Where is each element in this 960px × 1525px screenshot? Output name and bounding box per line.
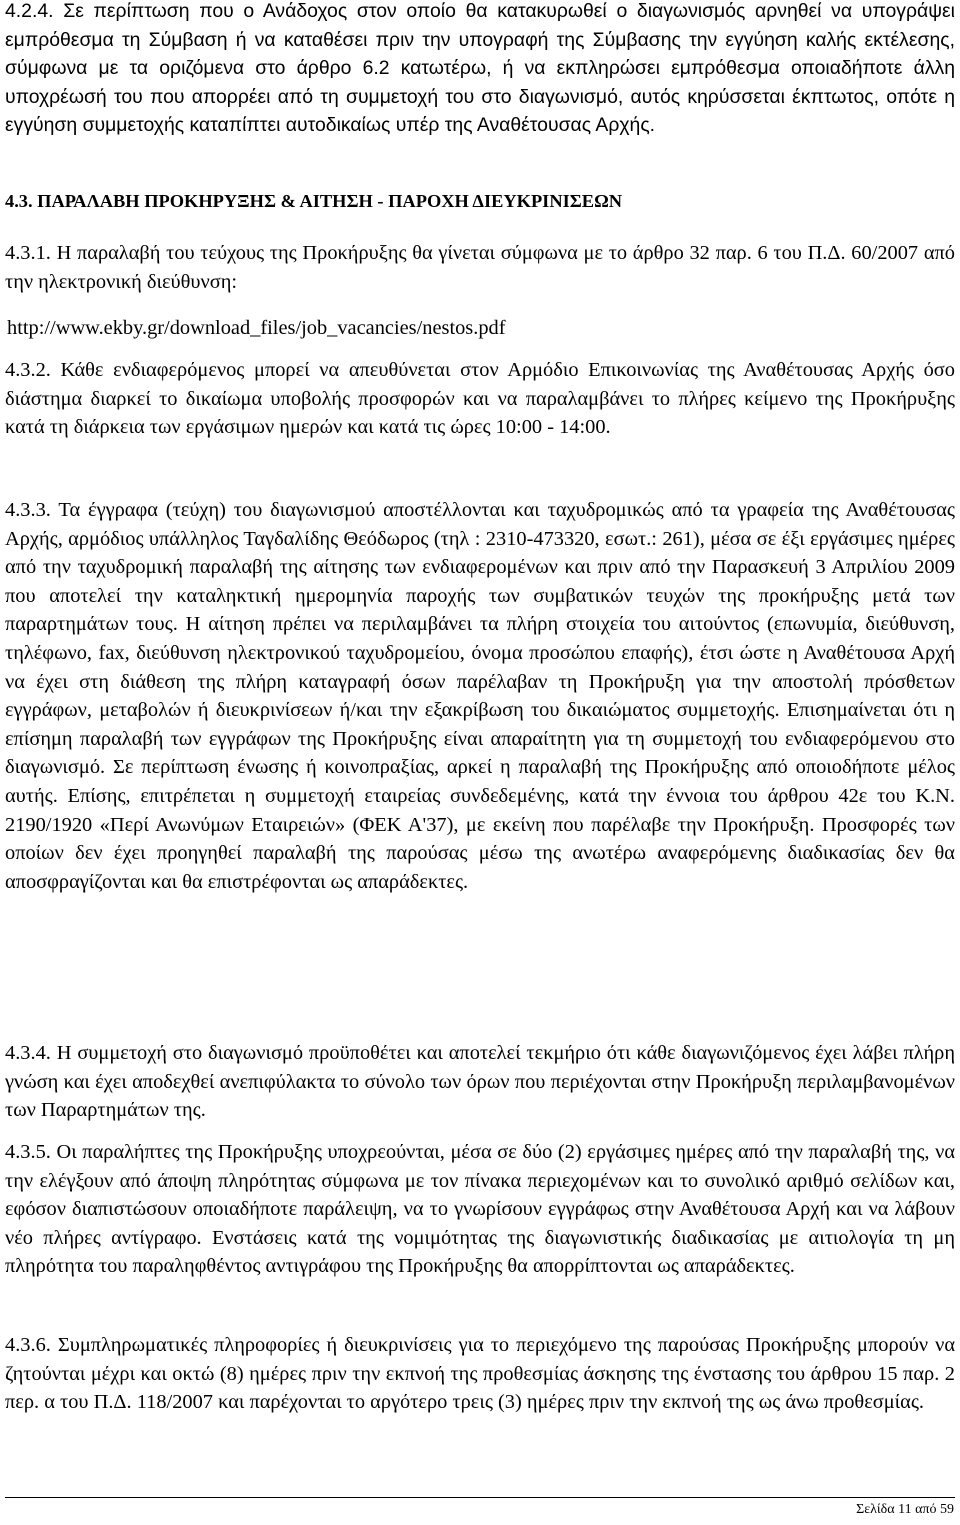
download-url-link[interactable]: http://www.ekby.gr/download_files/job_vacancies/nestos.pdf — [7, 317, 506, 339]
section-4-2-4: 4.2.4. Σε περίπτωση που ο Ανάδοχος στον οποίο θα κατακυρωθεί ο διαγωνισμός αρνηθεί να υπογράψει εμπρόθεσμα τη Σύμβαση ή να καταθέσει πριν την υπογραφή της Σύμβασης την εγγύηση καλής εκτέλεσης, σύμφωνα με τα οριζόμενα στο άρθρο 6.2 κατωτέρω, ή να εκπληρώσει εμπρόθεσμα οποιαδήποτε άλλη υποχρέωσή του που απορρέει από τη συμμετοχή του στο διαγωνισμό, αυτός κηρύσσεται έκπτωτος, οπότε η εγγύηση συμμετοχής καταπίπτει αυτοδικαίως υπέρ της Αναθέτουσας Αρχής. — [5, 0, 955, 137]
section-4-3-5: 4.3.5. Οι παραλήπτες της Προκήρυξης υποχρεούνται, μέσα σε δύο (2) εργάσιμες ημέρες από την παραλαβή της, να την ελέγξουν από άποψη πληρότητας σύμφωνα με τον πίνακα περιεχομένων και το συνολικό αριθμό σελίδων και, εφόσον διαπιστώσουν οποιαδήποτε παράλειψη, να το γνωρίσουν εγγράφως στην Αναθέτουσα Αρχή και να λάβουν νέο πλήρες αντίγραφο. Ενστάσεις κατά της νομιμότητας της διαγωνιστικής διαδικασίας με αιτιολογία τη μη πληρότητα του παραληφθέντος αντιγράφου της Προκήρυξης θα απορρίπτονται ως απαράδεκτες. — [5, 1141, 955, 1278]
section-heading-4-3: 4.3. ΠΑΡΑΛΑΒΗ ΠΡΟΚΗΡΥΞΗΣ & ΑΙΤΗΣΗ - ΠΑΡΟΧΗ ΔΙΕΥΚΡΙΝΙΣΕΩΝ — [5, 191, 623, 211]
section-4-3-4: 4.3.4. Η συμμετοχή στο διαγωνισμό προϋποθέτει και αποτελεί τεκμήριο ότι κάθε διαγωνιζόμενος έχει λάβει πλήρη γνώση και έχει αποδεχθεί ανεπιφύλακτα το σύνολο των όρων που περιέχονται στην Προκήρυξη περιλαμβανομένων των Παραρτημάτων της. — [5, 1042, 955, 1122]
section-4-3-3: 4.3.3. Τα έγγραφα (τεύχη) του διαγωνισμού αποστέλλονται και ταχυδρομικώς από τα γραφεία της Αναθέτουσας Αρχής, αρμόδιος υπάλληλος Ταγδαλίδης Θεόδωρος (τηλ : 2310-473320, εσωτ.: 261), μέσα σε έξι εργάσιμες ημέρες από την ταχυδρομική παραλαβή της αίτησης των ενδιαφερομένων και πριν από την Παρασκευή 3 Απριλίου 2009 που αποτελεί την καταληκτική ημερομηνία παροχής των συμβατικών τευχών της προκήρυξης μετά των παραρτημάτων τους. Η αίτηση πρέπει να περιλαμβάνει τα πλήρη στοιχεία του αιτούντος (επωνυμία, διεύθυνση, τηλέφωνο, fax, διεύθυνση ηλεκτρονικού ταχυδρομείου, όνομα προσώπου επαφής), έτσι ώστε η Αναθέτουσα Αρχή να έχει στη διάθεση της πλήρη καταγραφή όσων παρέλαβαν τη Προκήρυξη για την αποστολή πρόσθετων εγγράφων, μεταβολών ή διευκρινίσεων ή/και την εξακρίβωση του δικαιώματος συμμετοχής. Επισημαίνεται ότι η επίσημη παραλαβή των εγγράφων της Προκήρυξης είναι απαραίτητη για τη συμμετοχή του ενδιαφερόμενου στο διαγωνισμό. Σε περίπτωση ένωσης ή κοινοπραξίας, αρκεί η παραλαβή της Προκήρυξης από οποιοδήποτε μέλος αυτής. Επίσης, επιτρέπεται η συμμετοχή εταιρείας συνδεδεμένης, κατά την έννοια του άρθρου 42ε του Κ.Ν. 2190/1920 «Περί Ανωνύμων Εταιρειών» (ΦΕΚ Α'37), με εκείνη που παρέλαβε την Προκήρυξη. Προσφορές των οποίων δεν έχει προηγηθεί παραλαβή της παρούσας μέσω της ανωτέρω αναφερόμενης διαδικασίας δεν θα αποσφραγίζονται και θα επιστρέφονται ως απαράδεκτες. — [5, 499, 955, 893]
page-number: Σελίδα 11 από 59 — [856, 1502, 954, 1517]
footer-divider — [5, 1497, 955, 1498]
section-4-3-2: 4.3.2. Κάθε ενδιαφερόμενος μπορεί να απευθύνεται στον Αρμόδιο Επικοινωνίας της Αναθέτουσας Αρχής όσο διάστημα διαρκεί το δικαίωμα υποβολής προσφορών και να παραλαμβάνει το πλήρες κείμενο της Προκήρυξης κατά τη διάρκεια των εργάσιμων ημερών και κατά τις ώρες 10:00 - 14:00. — [5, 359, 955, 439]
section-4-3-1: 4.3.1. Η παραλαβή του τεύχους της Προκήρυξης θα γίνεται σύμφωνα με το άρθρο 32 παρ. 6 του Π.Δ. 60/2007 από την ηλεκτρονική διεύθυνση: — [5, 242, 955, 293]
section-4-3-6: 4.3.6. Συμπληρωματικές πληροφορίες ή διευκρινίσεις για το περιεχόμενο της παρούσας Προκήρυξης μπορούν να ζητούνται μέχρι και οκτώ (8) ημέρες πριν την εκπνοή της προθεσμίας άσκησης της ένστασης του άρθρου 15 παρ. 2 περ. α του Π.Δ. 118/2007 και παρέχονται το αργότερο τρεις (3) ημέρες πριν την εκπνοή της ως άνω προθεσμίας. — [5, 1334, 955, 1414]
